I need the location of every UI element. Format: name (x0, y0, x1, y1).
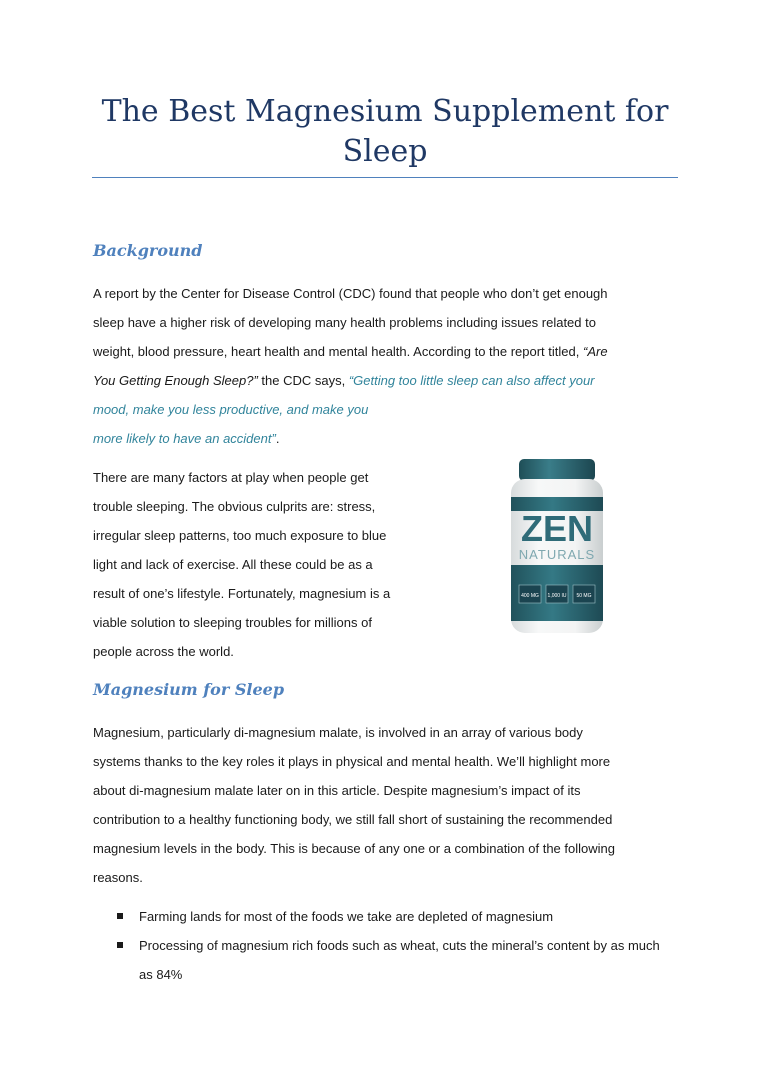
text-line: about di-magnesium malate later on in this article. Despite magnesium’s impact of its (93, 783, 581, 798)
paragraph-magnesium (93, 718, 693, 892)
brand-top-text: ZEN (521, 508, 593, 549)
text-line: light and lack of exercise. All these could be as a (93, 557, 373, 572)
text-line: result of one’s lifestyle. Fortunately, magnesium is a (93, 586, 391, 601)
text-line: systems thanks to the key roles it plays in physical and mental health. We’ll highlight more (93, 754, 611, 769)
list-item (115, 902, 675, 931)
cdc-quote: “Getting too little sleep can also affect your (348, 373, 595, 388)
list-item-text: Processing of magnesium rich foods such as wheat, cuts the mineral’s content by as much as 84% (139, 938, 660, 982)
paragraph-background-1 (93, 279, 683, 453)
page-title: The Best Magnesium Supplement for Sleep (101, 94, 669, 169)
cdc-quote-end: more likely to have an accident” (93, 431, 276, 446)
text-line: trouble sleeping. The obvious culprits are: stress, (93, 499, 376, 514)
bullet-icon (117, 942, 123, 948)
label-panel-3: 50 MG (576, 593, 592, 599)
text-line: sleep have a higher risk of developing many health problems including issues related to (93, 315, 596, 330)
label-panel-1: 400 MG (521, 593, 539, 599)
report-title-continued: You Getting Enough Sleep?” (93, 373, 258, 388)
text-run: the CDC says, (257, 373, 349, 388)
text-run: weight, blood pressure, heart health and mental health. According to the report titled, (93, 344, 583, 359)
bottle-cap (519, 459, 595, 481)
brand-bottom-text: NATURALS (518, 547, 596, 562)
text-line: reasons. (93, 870, 143, 885)
report-title: “Are (582, 344, 608, 359)
text-line (93, 424, 683, 453)
cdc-quote-line: mood, make you less productive, and make you (93, 402, 369, 417)
bullet-icon (117, 913, 123, 919)
text-line: magnesium levels in the body. This is because of any one or a combination of the following (93, 841, 615, 856)
text-line: Magnesium, particularly di-magnesium malate, is involved in an array of various body (93, 725, 583, 740)
text-line: people across the world. (93, 644, 234, 659)
list-item (115, 931, 675, 989)
heading-magnesium-for-sleep: Magnesium for Sleep (93, 680, 285, 699)
heading-background: Background (93, 241, 203, 260)
text-line: viable solution to sleeping troubles for millions of (93, 615, 372, 630)
text-line: contribution to a healthy functioning body, we still fall short of sustaining the recommended (93, 812, 613, 827)
text-run: . (275, 431, 280, 446)
text-line: There are many factors at play when people get (93, 470, 369, 485)
text-line (93, 366, 683, 395)
paragraph-background-2 (93, 463, 443, 666)
supplement-bottle-image (497, 457, 617, 639)
title-underline (92, 177, 678, 178)
text-line: irregular sleep patterns, too much exposure to blue (93, 528, 387, 543)
text-line: A report by the Center for Disease Control (CDC) found that people who don’t get enough (93, 286, 608, 301)
list-item-text: Farming lands for most of the foods we take are depleted of magnesium (139, 909, 554, 924)
label-panel-2: 1,000 IU (547, 593, 567, 599)
text-line (93, 337, 683, 366)
reasons-list (115, 902, 675, 989)
